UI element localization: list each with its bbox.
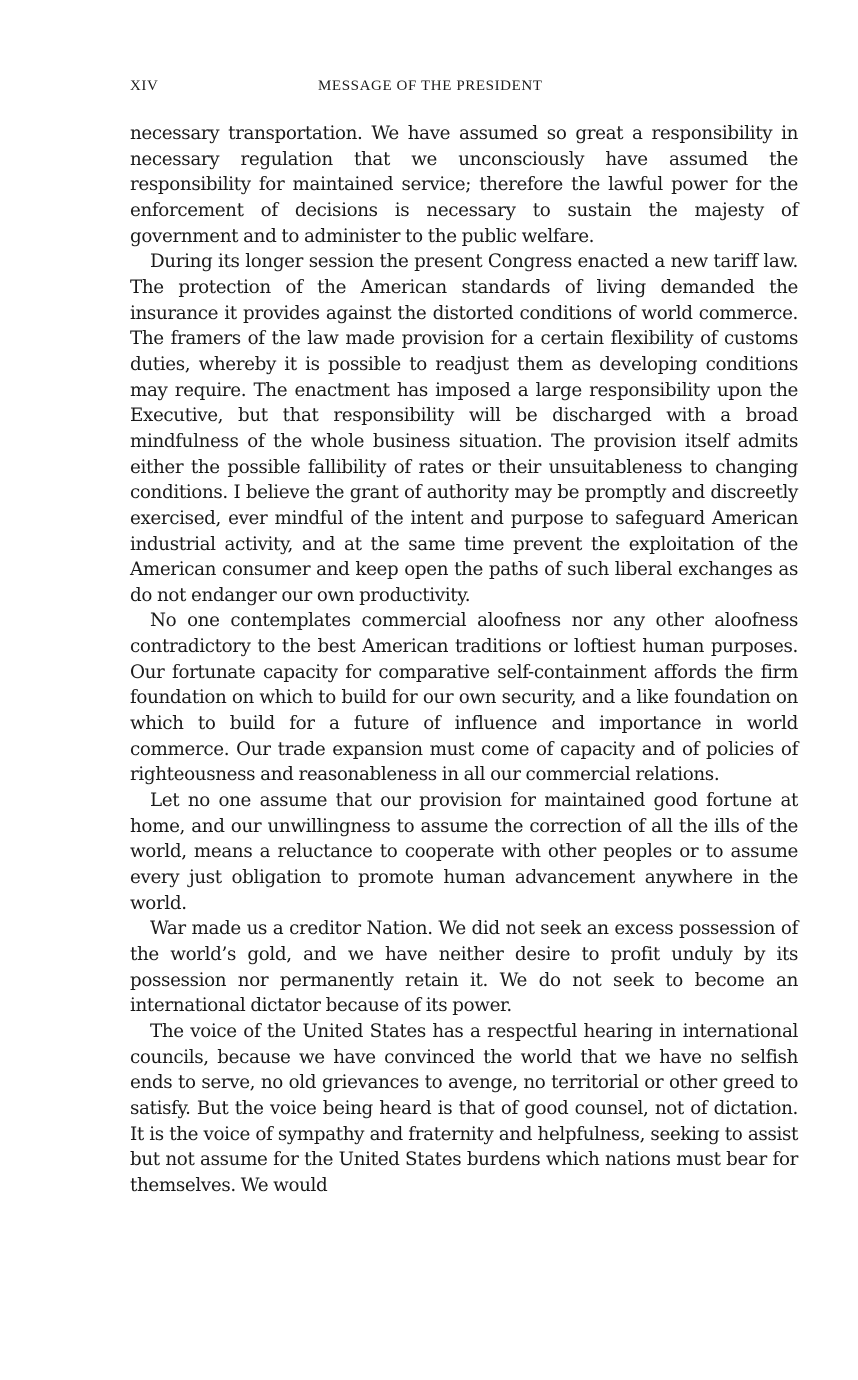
paragraph-voice-of-united-states: The voice of the United States has a respectful hearing in international councils, because we have convinced the world that we have no selfish ends to serve, no old grievances to avenge, no territorial or other greed to satisfy. But the voice being heard is that of good counsel, not of dictation. It is the voice of sympathy and fraternity and helpfulness, seeking to assist but not assume for the United States burdens which nations must bear for themselves. We would [130, 1020, 798, 1196]
body-text [130, 121, 798, 1199]
paragraph-continued-transportation: necessary transportation. We have assumed so great a responsibility in necessary regulation that we unconsciously have assumed the responsibility for maintained service; therefore the lawful power for the enforcement of decisions is necessary to sustain the majesty of government and to administer to the public welfare. [130, 123, 798, 247]
paragraph-tariff-law: During its longer session the present Congress enacted a new tariff law. The protection of the American standards of living demanded the insurance it provides against the distorted conditions of world commerce. The framers of the law made provision for a certain flexibility of customs duties, whereby it is possible to readjust them as developing conditions may require. The enactment has imposed a large responsibility upon the Executive, but that responsibility will be discharged with a broad mindfulness of the whole business situation. The provision itself admits either the possible fallibility of rates or their unsuitableness to changing conditions. I believe the grant of authority may be promptly and discreetly exercised, ever mindful of the intent and purpose to safeguard American industrial activity, and at the same time prevent the exploitation of the American consumer and keep open the paths of such liberal exchanges as do not endanger our own productivity. [130, 251, 798, 606]
running-head [130, 78, 798, 98]
paragraph-cooperation: Let no one assume that our provision for maintained good fortune at home, and our unwillingness to assume the correction of all the ills of the world, means a reluctance to cooperate with other peoples or to assume every just obligation to promote human advancement anywhere in the world. [130, 790, 798, 914]
page-number: XIV [130, 78, 159, 94]
paragraph-creditor-nation: War made us a creditor Nation. We did not seek an excess possession of the world’s gold, and we have neither desire to profit unduly by its possession nor permanently retain it. We do not seek to become an international dictator because of its power. [130, 918, 798, 1017]
running-title: MESSAGE OF THE PRESIDENT [318, 78, 543, 94]
paragraph-commercial-aloofness: No one contemplates commercial aloofness nor any other aloofness contradictory to the best American traditions or loftiest human purposes. Our fortunate capacity for comparative self-containment affords the firm foundation on which to build for our own security, and a like foundation on which to build for a future of influence and importance in world commerce. Our trade expansion must come of capacity and of policies of righteousness and reasonableness in all our commercial relations. [130, 610, 798, 786]
